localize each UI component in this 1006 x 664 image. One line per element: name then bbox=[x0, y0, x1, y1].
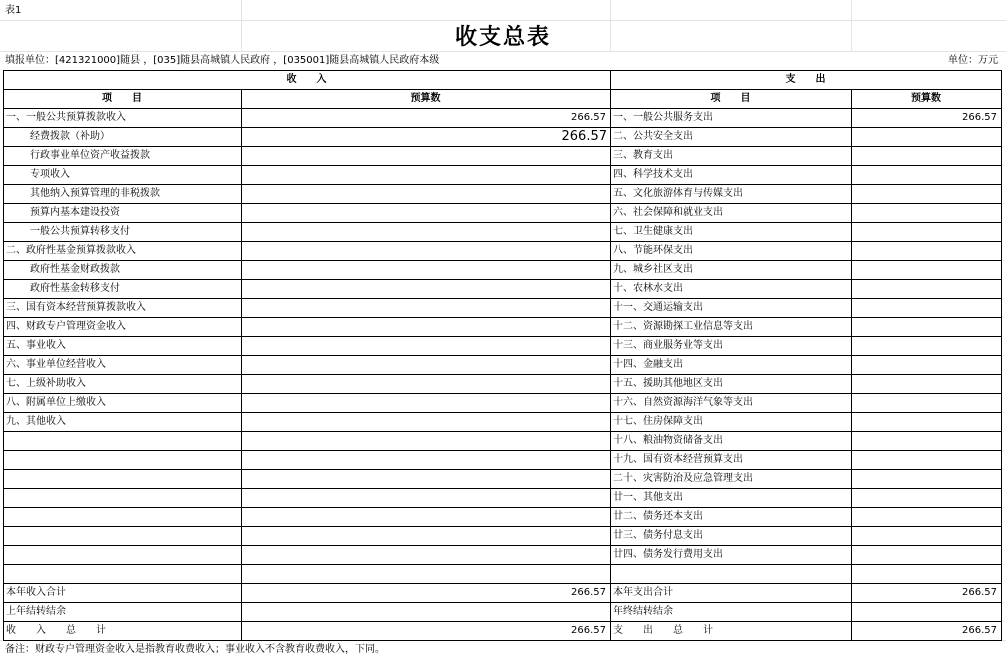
income-budget-header: 预算数 bbox=[410, 93, 441, 104]
table-border bbox=[3, 469, 1002, 470]
income-header: 收 入 bbox=[286, 74, 327, 85]
expense-row-label: 二十、灾害防治及应急管理支出 bbox=[613, 473, 753, 484]
income-row-label: 专项收入 bbox=[30, 169, 70, 180]
income-row-label: 六、事业单位经营收入 bbox=[6, 359, 106, 370]
income-row-label: 一、一般公共预算拨款收入 bbox=[6, 112, 126, 123]
table-border bbox=[3, 431, 1002, 432]
income-item-header: 项 目 bbox=[102, 93, 142, 104]
expense-row-label: 四、科学技术支出 bbox=[613, 169, 693, 180]
table-border bbox=[3, 355, 1002, 356]
table-border bbox=[3, 279, 1002, 280]
table-border bbox=[3, 602, 1002, 603]
income-row-label: 其他纳入预算管理的非税拨款 bbox=[30, 188, 160, 199]
expense-row-label: 六、社会保障和就业支出 bbox=[613, 207, 723, 218]
unit-label: 单位：万元 bbox=[948, 55, 998, 66]
expense-header: 支 出 bbox=[785, 74, 826, 85]
table-border bbox=[3, 203, 1002, 204]
income-row-label: 政府性基金转移支付 bbox=[30, 283, 120, 294]
income-row-label: 九、其他收入 bbox=[6, 416, 66, 427]
expense-row-label: 廿一、其他支出 bbox=[613, 492, 683, 503]
expense-row-label: 十三、商业服务业等支出 bbox=[613, 340, 723, 351]
footnote: 备注：财政专户管理资金收入是指教育收费收入；事业收入不含教育收费收入，下同。 bbox=[5, 644, 385, 655]
table-border bbox=[3, 488, 1002, 489]
expense-row-label: 廿二、债务还本支出 bbox=[613, 511, 703, 522]
table-border bbox=[3, 450, 1002, 451]
expense-row-label: 一、一般公共服务支出 bbox=[613, 112, 713, 123]
table-border bbox=[3, 640, 1002, 641]
grid-line bbox=[0, 51, 1006, 52]
total-expense-label: 支 出 总 计 bbox=[613, 625, 713, 636]
table-border bbox=[3, 146, 1002, 147]
table-border bbox=[3, 127, 1002, 128]
expense-row-label: 三、教育支出 bbox=[613, 150, 673, 161]
table-border bbox=[3, 260, 1002, 261]
expense-row-label: 十九、国有资本经营预算支出 bbox=[613, 454, 743, 465]
table-border bbox=[3, 336, 1002, 337]
sheet-label: 表1 bbox=[5, 5, 22, 16]
table-border bbox=[3, 222, 1002, 223]
table-border bbox=[3, 298, 1002, 299]
expense-row-label: 十八、粮油物资储备支出 bbox=[613, 435, 723, 446]
income-row-label: 二、政府性基金预算拨款收入 bbox=[6, 245, 136, 256]
total-income-label: 本年收入合计 bbox=[6, 587, 66, 598]
income-row-label: 政府性基金财政拨款 bbox=[30, 264, 120, 275]
expense-row-label: 五、文化旅游体育与传媒支出 bbox=[613, 188, 743, 199]
total-expense-value: 266.57 bbox=[962, 625, 997, 636]
table-border bbox=[3, 165, 1002, 166]
filing-unit: 填报单位：[421321000]随县 ，[035]随县高城镇人民政府 ，[035001]随县高城镇人民政府本级 bbox=[5, 55, 440, 66]
table-border bbox=[3, 507, 1002, 508]
table-border bbox=[3, 89, 1002, 90]
table-border bbox=[3, 70, 4, 641]
total-expense-value: 266.57 bbox=[962, 587, 997, 598]
income-row-value: 266.57 bbox=[571, 112, 606, 123]
expense-row-label: 十六、自然资源海洋气象等支出 bbox=[613, 397, 753, 408]
income-row-label: 八、附属单位上缴收入 bbox=[6, 397, 106, 408]
table-border bbox=[851, 89, 852, 641]
table-border bbox=[610, 70, 611, 641]
income-row-value: 266.57 bbox=[561, 129, 607, 144]
expense-row-label: 七、卫生健康支出 bbox=[613, 226, 693, 237]
table-border bbox=[3, 70, 1002, 71]
income-row-label: 经费拨款（补助） bbox=[30, 131, 110, 142]
expense-row-label: 十五、援助其他地区支出 bbox=[613, 378, 723, 389]
expense-row-label: 十四、金融支出 bbox=[613, 359, 683, 370]
table-border bbox=[3, 583, 1002, 584]
table-border bbox=[3, 184, 1002, 185]
grid-line bbox=[0, 20, 1006, 21]
total-income-value: 266.57 bbox=[571, 587, 606, 598]
total-income-value: 266.57 bbox=[571, 625, 606, 636]
total-expense-label: 本年支出合计 bbox=[613, 587, 673, 598]
table-border bbox=[3, 545, 1002, 546]
total-income-label: 上年结转结余 bbox=[6, 606, 66, 617]
table-border bbox=[3, 374, 1002, 375]
income-row-label: 五、事业收入 bbox=[6, 340, 66, 351]
table-border bbox=[3, 564, 1002, 565]
total-income-label: 收 入 总 计 bbox=[6, 625, 106, 636]
table-border bbox=[3, 241, 1002, 242]
table-border bbox=[1001, 70, 1002, 641]
table-border bbox=[3, 393, 1002, 394]
table-border bbox=[3, 317, 1002, 318]
table-border bbox=[3, 526, 1002, 527]
expense-item-header: 项 目 bbox=[710, 93, 751, 104]
income-row-label: 三、国有资本经营预算拨款收入 bbox=[6, 302, 146, 313]
expense-row-value: 266.57 bbox=[962, 112, 997, 123]
expense-row-label: 十一、交通运输支出 bbox=[613, 302, 703, 313]
expense-row-label: 九、城乡社区支出 bbox=[613, 264, 693, 275]
income-row-label: 七、上级补助收入 bbox=[6, 378, 86, 389]
expense-row-label: 八、节能环保支出 bbox=[613, 245, 693, 256]
table-border bbox=[3, 412, 1002, 413]
page-title: 收支总表 bbox=[454, 24, 551, 50]
expense-row-label: 十二、资源勘探工业信息等支出 bbox=[613, 321, 753, 332]
expense-row-label: 廿四、债务发行费用支出 bbox=[613, 549, 723, 560]
expense-budget-header: 预算数 bbox=[911, 93, 941, 104]
table-border bbox=[3, 108, 1002, 109]
table-border bbox=[3, 621, 1002, 622]
income-row-label: 行政事业单位资产收益拨款 bbox=[30, 150, 150, 161]
expense-row-label: 二、公共安全支出 bbox=[613, 131, 693, 142]
expense-row-label: 廿三、债务付息支出 bbox=[613, 530, 703, 541]
income-row-label: 四、财政专户管理资金收入 bbox=[6, 321, 126, 332]
income-row-label: 预算内基本建设投资 bbox=[30, 207, 120, 218]
expense-row-label: 十、农林水支出 bbox=[613, 283, 683, 294]
total-expense-label: 年终结转结余 bbox=[613, 606, 673, 617]
expense-row-label: 十七、住房保障支出 bbox=[613, 416, 703, 427]
income-row-label: 一般公共预算转移支付 bbox=[30, 226, 130, 237]
